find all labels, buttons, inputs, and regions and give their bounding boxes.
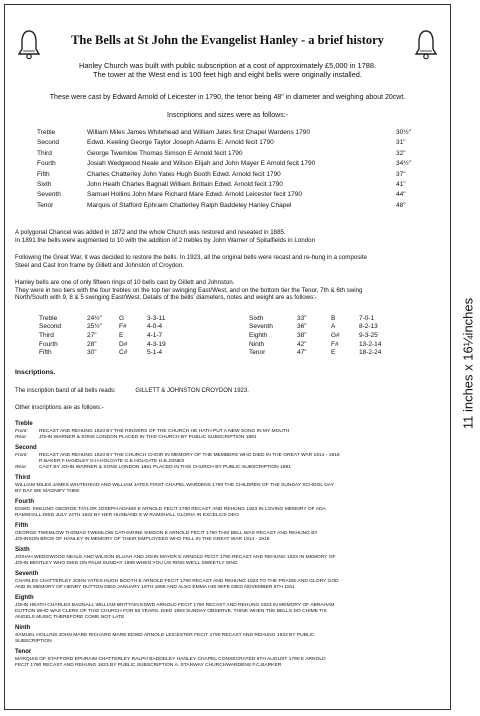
table-row: Eighth 38" G# 9-3-25	[249, 331, 378, 339]
inscription-line: AND IN MEMORY OF HENRY DUTTON DIED JANUARY 19TH 1898 AND ALSO EMMA HIS WIFE DIED NOVEMBER 6TH 1911	[15, 585, 295, 590]
sizes-heading: Inscriptions and sizes were as follows:-	[167, 112, 288, 119]
table-row: Third 27" E 4-1-7	[39, 331, 163, 339]
list-item	[15, 475, 440, 495]
list-item	[15, 595, 440, 621]
intro-line: The tower at the West end is 100 feet high and eight bells were originally installed.	[93, 70, 362, 80]
table-row: Second Edwd. Keeling George Taylor Joseph Adams E: Arnold fecit 1790 31"	[37, 139, 406, 147]
inscription-line: Rear: JOHN WARNER & SONS LONDON PLACED IN THIS CHURCH BY PUBLIC SUBSCRIPTION 1891	[15, 434, 257, 440]
table-row: Third George Twemlow Thomas Simson E Arnold fecit 1790 32"	[37, 149, 406, 157]
chancel-paragraph	[15, 229, 440, 244]
document-sheet	[4, 4, 451, 710]
table-row: Seventh 36" A 8-2-13	[249, 323, 378, 331]
inscription-line: CHARLES CHATTERLEY JOHN YATES HUGH BOOTH E ARNOLD FECIT 1790 RECAST AND REHUNG 1923 TO THE PRAISE AND GLORY GOD	[15, 578, 339, 584]
inscription-line: ANGELS MUSIC THEREFORE COME NOT LATE	[15, 615, 125, 621]
size-side-label: 11 inches x 16¼inches	[460, 297, 476, 430]
page-title: The Bells at St John the Evangelist Hanley - a brief history	[71, 33, 384, 47]
inscription-bell-name: Fifth	[15, 523, 28, 530]
list-item	[15, 625, 440, 645]
table-row: Fifth Charles Chatterley John Yates Hugh Booth Edwd. Arnold fecit 1790 37"	[37, 170, 406, 178]
inscription-bell-name: Second	[15, 445, 37, 451]
hanley-paragraph	[15, 279, 440, 302]
inscription-line: R.BAKER F.HANDLEY G.H.HOLGATE G.E.HOLGATE H.B.JONES	[39, 458, 185, 464]
list-item	[15, 445, 440, 471]
other-label: Other inscriptions are as follows:-	[15, 405, 104, 411]
text-line: Following the Great War, it was decided to restore the bells. In 1923, all the original bells were recast and re-hung in a composite	[15, 254, 367, 261]
inscription-bell-name: Treble	[15, 421, 33, 427]
inscription-line: EDWD. KEELING GEORGE TAYLOR JOSEPH ADAMS E ARNOLD FECIT 1790 RECAST AND REHUNG 1923 IN LOVING MEMORY OF ADA	[15, 506, 326, 512]
inscription-line: SAMUEL HOLLINS JOHN MARE RICHARD MARE EDWD ARNOLD LEICESTER FECIT 1790 RECAST AND REHUNG 1923 BY PUBLIC	[15, 633, 315, 638]
text-line: North/South with 9, 8 & 5 swinging East/West. Details of the bells' diameters, notes and weight are as follows:-	[15, 294, 317, 302]
inscription-bell-name: Ninth	[15, 625, 31, 632]
inscription-line: Front: RECAST AND REHUNG 1923 BY THE CHURCH CHOIR IN MEMORY OF THE MEMBERS WHO DIED IN THE GREAT WAR 1914 - 1918	[15, 452, 340, 458]
band-label: The inscription band of all bells reads:	[15, 388, 116, 394]
table-row: Fourth Josiah Wedgwood Neale and Wilson Elijah and John Mayer E Arnold fecit 1790 34½"	[37, 160, 411, 168]
inscription-bell-name: Fourth	[15, 499, 34, 506]
inscription-line: MARQUIS OF STAFFORD EPHRAIM CHATTERLEY RALPH BADDELEY HANLEY CHAPEL CONSECRATED 6TH AUGUST 1790 E ARNOLD	[15, 657, 326, 662]
table-row: Tenor 47" E 18-2-24	[249, 349, 382, 357]
intro-line: Hanley Church was built with public subscription at a cost of approximately £5,000 in 1788.	[78, 61, 377, 70]
list-item	[15, 421, 440, 441]
inscription-bell-name: Sixth	[15, 547, 30, 554]
table-row: Sixth John Heath Charles Bagnall William Brittain Edwd. Arnold fecit 1790 41"	[37, 180, 406, 188]
inscriptions-title: Inscriptions.	[15, 369, 56, 376]
table-row: Seventh Samuel Hollins John Mare Richard Mare Edwd. Arnold Leicester fecit 1790 44"	[37, 191, 406, 199]
war-paragraph	[15, 254, 440, 269]
band-text: GILLETT & JOHNSTON CROYDON 1923.	[135, 388, 249, 394]
inscription-line: JOHN HEATH CHARLES BAGNALL WILLIAM BRITTAIN EDWD ARNOLD FECIT 1790 RECAST AND REHUNG 1923 IN MEMORY OF ABRAHAM	[15, 602, 335, 608]
inscription-line: JOHN BENTLEY WHO DIED ON PALM SUNDAY 1899 WHEN YOU US RING WE'LL SWEETLY SING	[15, 561, 238, 566]
inscription-line: Rear: CAST BY JOHN WARNER & SONS LONDON 1891 PLACED IN THIS CHURCH BY PUBLIC SUBSCRIPTION 1891	[15, 465, 291, 470]
table-row: Second 25½" F# 4-0-4	[39, 323, 163, 331]
inscription-line: FECIT 1790 RECAST AND REHUNG 1923 BY PUBLIC SUBSCRIPTION A. STANWAY CHURCHWARDENS F.C.BARKER	[15, 663, 282, 669]
inscription-line: DUTTON WHO WAS CLERK OF THIS CHURCH FOR 55 YEARS. DIED 1883 SUNDAY OBSERVE. THINK WHEN THE BELLS DO CHIME TIS	[15, 609, 327, 614]
table-row: Sixth 33" B 7-0-1	[249, 314, 375, 322]
inscription-line: SUBSCRIPTION	[15, 639, 52, 645]
table-row: Tenor Marquis of Stafford Ephraim Chatterley Ralph Baddeley Hanley Chapel 48"	[37, 201, 406, 209]
list-item	[15, 547, 440, 567]
inscriptions-list	[15, 417, 440, 669]
inscription-bell-name: Tenor	[15, 649, 32, 656]
table-row: Fourth 28" D# 4-3-19	[39, 340, 166, 348]
band-line	[15, 388, 440, 396]
inscription-line: JOHNSON BROS OF HANLEY IN MEMORY OF THEIR EMPLOYEES WHO FELL IN THE GREAT WAR 1914 - 1918	[15, 537, 270, 542]
inscription-line: BY DAY WE MAGNIFY THEE	[15, 489, 80, 494]
table-row: Treble William Miles James Whitehead and William Jates first Chapel Wardens 1790 30½"	[37, 129, 411, 136]
cast-line: These were cast by Edward Arnold of Leicester in 1790, the tenor being 48" in diameter and weighing about 20cwt.	[49, 94, 406, 101]
text-line: Steel and Cast Iron frame by Gillett and Johnston of Croydon.	[15, 261, 184, 269]
tuning-table-right	[249, 314, 381, 357]
table-row: Treble 24½" G 3-3-11	[39, 314, 166, 322]
text-line: They were in two tiers with the four trebles on the top tier swinging East/West, and on the bottom tier the Tenor, 7th & 6th swing	[15, 286, 363, 294]
inscription-bell-name: Eighth	[15, 595, 34, 602]
text-line: Hanley bells are one of only fifteen rings of 10 bells cast by Gillett and Johnston.	[15, 279, 235, 286]
text-line: In 1891 the bells were augmented to 10 with the addition of 2 trebles by John Warner of Spitalfields in London	[15, 236, 316, 244]
list-item	[15, 571, 440, 591]
inscription-line: GEORGE TWEMLOW THOMAS TWEMLOW CATHARINE SIMSON E ARNOLD FECIT 1790 THIS BELL WAS RECAST AND REHUNG BY	[15, 530, 318, 536]
inscription-line: Front: RECAST AND REHUNG 1923 BY THE RINGERS OF THE CHURCH HE HATH PUT A NEW SONG IN MY MOUTH	[15, 428, 290, 434]
inscription-line: WILLIAM MILES JAMES WHITEHEAD AND WILLIAM JATES FIRST CHAPEL WARDENS 1790 THE CHILDREN OF THE SUNDAY SCHOOL DAY	[15, 482, 334, 488]
inscription-line: RAMSHALL DIED JULY 24TH 1922 BY HER HUSBAND S W RAMSHALL GLORIA IN EXCELCIS DEO	[15, 513, 239, 518]
inscription-line: JOSIAH WEDGWOOD NEALE AND WILSON ELIJAH AND JOHN MAYER E ARNOLD FECIT 1790 RECAST AND REHUNG 1923 IN MEMORY OF	[15, 554, 336, 560]
text-line: A polygonal Chancel was added in 1872 and the whole Church was restored and reseated in 1885.	[15, 229, 286, 236]
list-item	[15, 499, 440, 519]
original-bells-table	[37, 129, 415, 212]
inscription-bell-name: Seventh	[15, 571, 39, 578]
inscription-bell-name: Third	[15, 475, 30, 482]
intro-paragraph	[15, 61, 440, 79]
table-row: Fifth 30" C# 5-1-4	[39, 349, 163, 357]
table-row: Ninth 42" F# 13-2-14	[249, 340, 382, 348]
list-item	[15, 649, 440, 669]
list-item	[15, 523, 440, 543]
tuning-table-left	[39, 314, 166, 357]
